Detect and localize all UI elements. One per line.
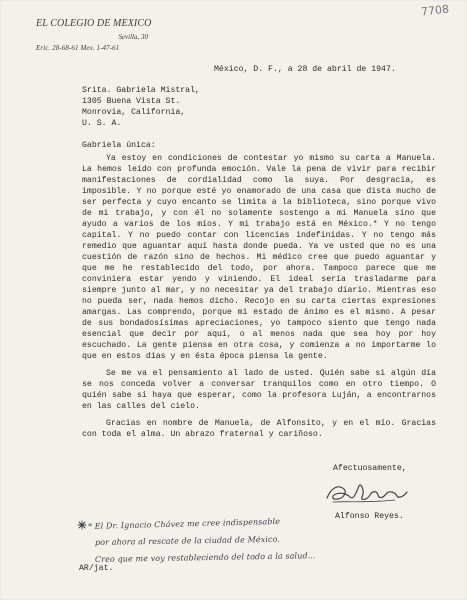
letterhead-name: EL COLEGIO DE MEXICO [36, 18, 152, 29]
closing-line: Afectuosamente, [333, 464, 407, 473]
body-paragraph: Se me va el pensamiento al lado de usted. Quién sabe si algún día se nos conceda volver a conversar tranquilos como en otro tiempo. O quién sabe si haya que esperar, como la profesora Luján, a encontrarnos en las calles del cielo. [82, 369, 436, 411]
body-paragraph: Ya estoy en condiciones de contestar yo mismo su carta a Manuela. La hemos leído con profunda emoción. Vale la pena de vivir para recibir manifestaciones de cordialidad como la suya. Por desgracia, es imposible. Y no porque esté yo enamorado de una casa que dista mucho de ser perfecta y cuyo encanto se limita a la biblioteca, sino porque vivo de mi trabajo, y con él no solamente sostengo a mi Manuela sino que ayudo a varios de los míos. Y mi trabajo está en México.* Y no tengo capital. Y no puedo contar con licencias indefinidas. Y no tengo más remedio que aguantar aquí hasta donde pueda. Ya ve usted que no es una cuestión de razón sino de hechos. Mi médico cree que puedo aguantar y que me he restablecido del todo, por ahora. Tampoco parece que me conviniera estar yendo y viniendo. El ideal sería trasladarme para siempre junto al mar, y no necesitar ya del trabajo diario. Mientras eso no pueda ser, nada hemos dicho. Recojo en su carta ciertas expresiones amargas. Las comprendo, porque mi estado de ánimo es el mismo. A pesar de sus bondadosísimas apreciaciones, yo tampoco siento que tengo nada esencial que decir por aquí, o al menos nada que sea hoy por hoy escuchado. La gente piensa en otra cosa, y comienza a no importarme lo que en estos días y en ésta época piensa la gente. [82, 154, 436, 361]
signer-name: Alfonso Reyes. [335, 512, 404, 521]
archive-number: 7708 [420, 2, 450, 19]
letterhead [36, 18, 166, 52]
letter-date: México, D. F., a 28 de abril de 1947. [214, 65, 396, 74]
letterhead-phones: Eric. 28-68-61 Mex. 1-47-61 [36, 44, 120, 52]
handwritten-note-line: por ahora al rescate de la ciudad de México. [94, 534, 281, 547]
handwritten-note-line: Creo que me voy restableciendo del todo a la salud... [94, 551, 316, 564]
asterisk-mark-icon [76, 520, 88, 530]
letter-body [82, 153, 436, 446]
salutation: Gabriela única: [82, 141, 156, 150]
handwritten-note-line: * El Dr. Ignacio Chávez me cree indispensable [87, 516, 281, 531]
letterhead-street: Sevilla, 30 [118, 33, 148, 41]
recipient-address: Srita. Gabriela Mistral, 1305 Buena Vista St. Monrovia, California, U. S. A. [82, 86, 200, 128]
body-paragraph: Gracias en nombre de Manuela, de Alfonsito, y en el mío. Gracias con toda el alma. Un abrazo fraternal y cariñoso. [82, 419, 436, 439]
handwritten-signature [323, 478, 411, 508]
typist-reference: AR/jat. [79, 564, 114, 573]
